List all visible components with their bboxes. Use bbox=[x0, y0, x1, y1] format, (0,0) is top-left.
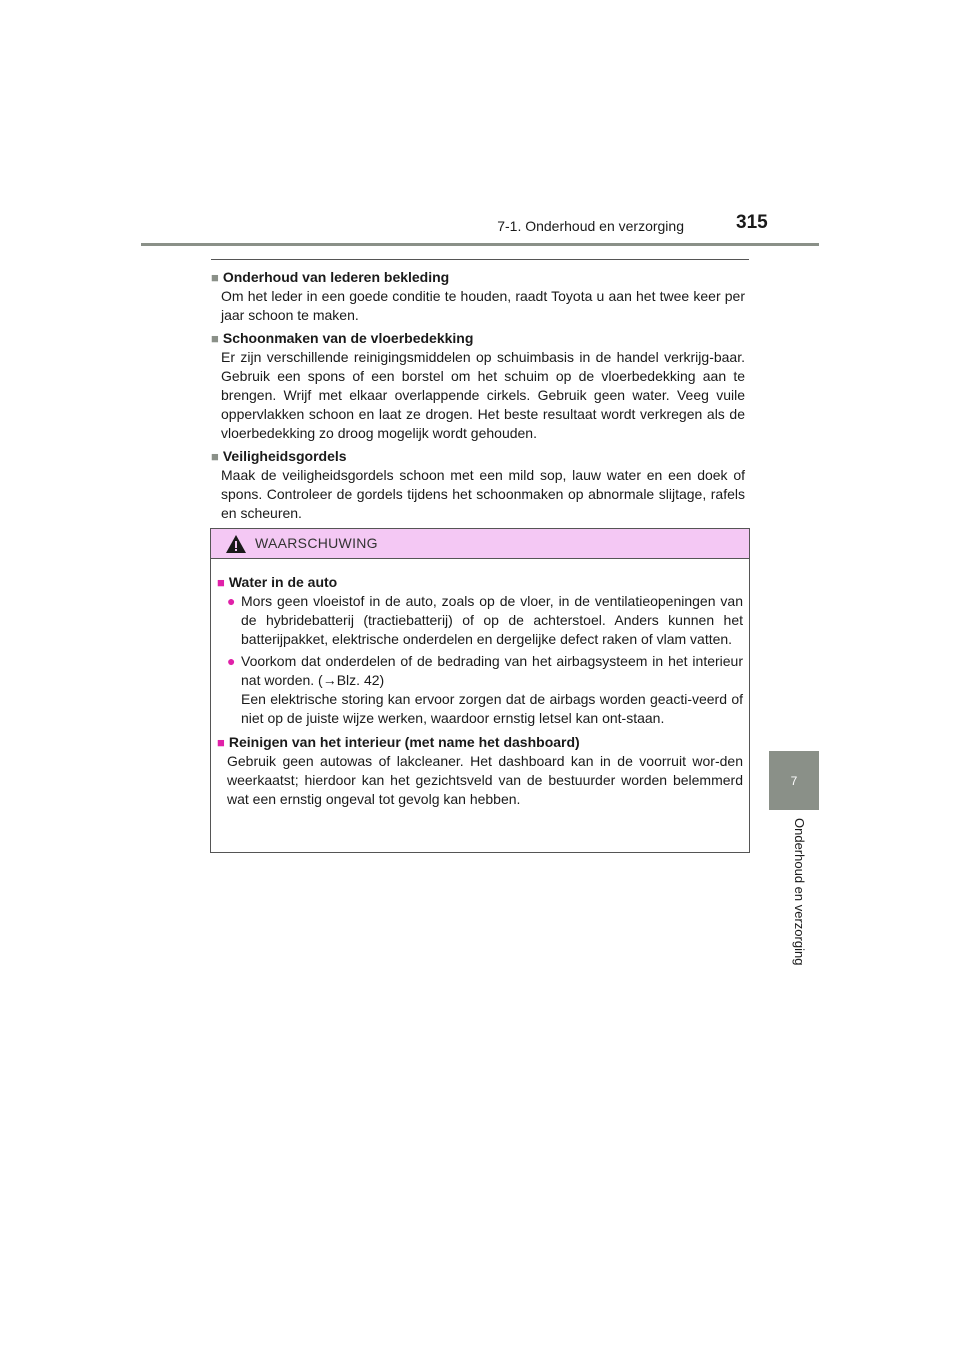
section-heading: ■ Schoonmaken van de vloerbedekking bbox=[211, 330, 474, 346]
section-title: 7-1. Onderhoud en verzorging bbox=[497, 218, 684, 234]
section-text: Er zijn verschillende reinigingsmiddelen op schuimbasis in de handel verkrijg-baar. Gebruik een spons of een borstel om het schuim op de vloerbedekking aan te brengen. Wrijf met elkaar overlappende cirkels. Gebruik geen water. Veeg vuile oppervlakken schoon en laat ze drogen. Het beste resultaat wordt verkregen als de vloerbedekking zo droog mogelijk wordt gehouden. bbox=[221, 349, 745, 441]
warning-body bbox=[211, 559, 749, 809]
warning-heading: ■ Reinigen van het interieur (met name het dashboard) bbox=[217, 734, 580, 750]
section-text: Om het leder in een goede conditie te houden, raadt Toyota u aan het twee keer per jaar schoon te maken. bbox=[221, 288, 745, 323]
chapter-label: Onderhoud en verzorging bbox=[792, 818, 807, 966]
chapter-number: 7 bbox=[790, 773, 798, 788]
section-heading: ■ Veiligheidsgordels bbox=[211, 448, 347, 464]
content-divider bbox=[211, 259, 749, 260]
section-text: Maak de veiligheidsgordels schoon met een mild sop, lauw water en een doek of spons. Controleer de gordels tijdens het schoonmaken op abnormale slijtage, rafels en scheuren. bbox=[221, 467, 745, 521]
warning-header bbox=[211, 529, 749, 559]
circle-bullet-icon: ● bbox=[227, 653, 236, 669]
square-bullet-icon: ■ bbox=[211, 449, 219, 464]
warning-bullet: ● Voorkom dat onderdelen of de bedrading van het airbagsysteem in het interieur nat worden. (→Blz. 42) Een elektrische storing kan ervoor zorgen dat de airbags worden geacti-veerd of niet op de juiste wijze werken, waardoor ernstig letsel kan ont-staan. bbox=[217, 652, 743, 731]
warning-bullet: ● Mors geen vloeistof in de auto, zoals op de vloer, in de ventilatieopeningen van de hybridebatterij (tractiebatterij) of op de achterstoel. Anders kunnen het batterijpakket, elektrische onderdelen en dergelijke defect raken of vlam vatten. bbox=[217, 592, 743, 652]
square-bullet-icon: ■ bbox=[211, 331, 219, 346]
warning-triangle-icon bbox=[225, 534, 247, 554]
warning-text: Gebruik geen autowas of lakcleaner. Het dashboard kan in de voorruit wor-den weerkaatst; hierdoor kan het gezichtsveld van de bestuurder worden belemmerd wat een ernstig ongeval tot gevolg kan hebben. bbox=[227, 753, 743, 807]
warning-box bbox=[210, 528, 750, 853]
square-bullet-icon: ■ bbox=[217, 575, 225, 590]
main-content bbox=[211, 266, 745, 527]
chapter-tab bbox=[769, 751, 819, 810]
square-bullet-icon: ■ bbox=[211, 270, 219, 285]
page-number: 315 bbox=[736, 212, 768, 233]
circle-bullet-icon: ● bbox=[227, 593, 236, 609]
header-divider bbox=[141, 243, 819, 246]
warning-heading: ■ Water in de auto bbox=[217, 574, 338, 590]
warning-title: WAARSCHUWING bbox=[255, 535, 378, 551]
section-heading: ■ Onderhoud van lederen bekleding bbox=[211, 269, 450, 285]
square-bullet-icon: ■ bbox=[217, 735, 225, 750]
